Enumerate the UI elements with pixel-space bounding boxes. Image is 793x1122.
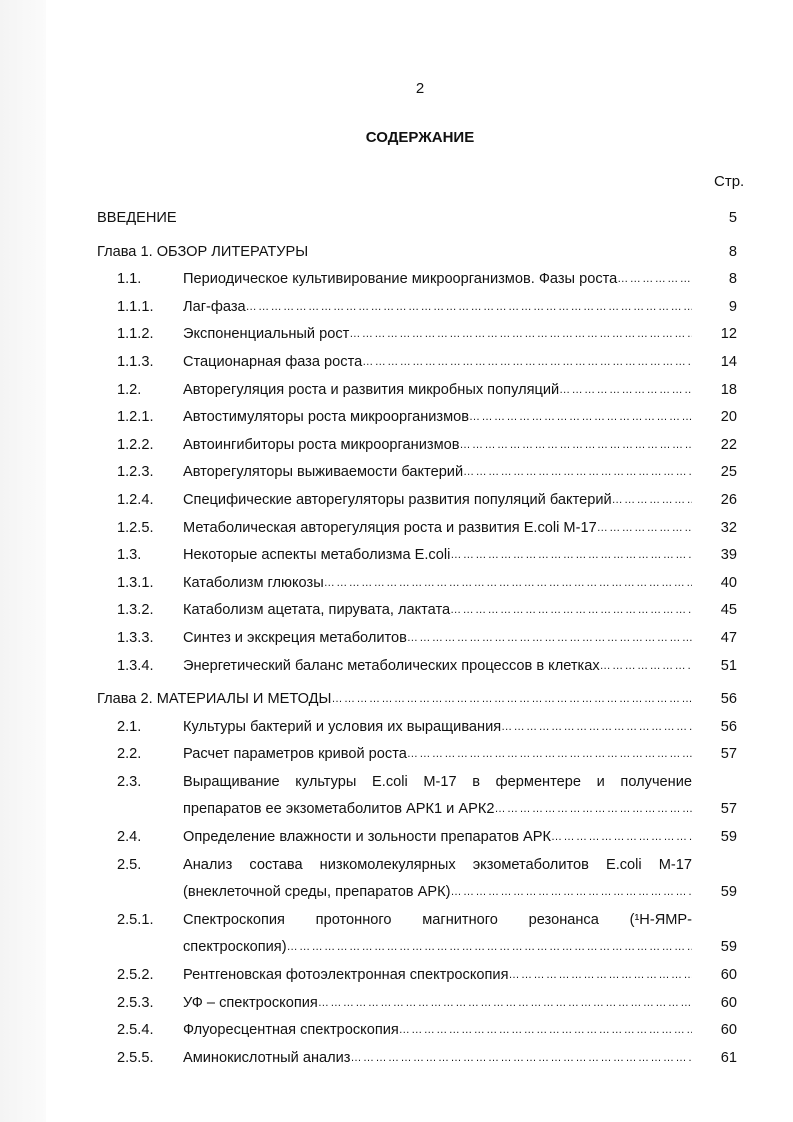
toc-entry-text: Выращивание культуры E.coli M-17 в ферментере и получение xyxy=(183,773,692,790)
toc-entry-text: Энергетический баланс метаболических процессов в клетках xyxy=(183,657,600,674)
dot-leader xyxy=(246,294,692,322)
dot-leader xyxy=(324,570,692,598)
toc-entry xyxy=(97,852,737,880)
dot-leader xyxy=(600,653,692,681)
dot-leader xyxy=(501,714,692,742)
toc-entry-text: Синтез и экскреция метаболитов xyxy=(183,629,407,646)
toc-entry-title xyxy=(183,796,692,824)
dot-leader xyxy=(331,686,692,714)
dot-leader xyxy=(362,349,692,377)
dot-leader xyxy=(469,404,692,432)
toc-entry-number: 1.2.2. xyxy=(117,436,154,453)
toc-entry-text: ВВЕДЕНИЕ xyxy=(97,210,177,226)
toc-entry-page: 59 xyxy=(720,939,737,956)
toc-entry-title xyxy=(183,542,692,570)
toc-entry-page: 14 xyxy=(720,353,737,370)
toc-entry-text: УФ – спектроскопия xyxy=(183,994,318,1011)
dot-leader xyxy=(318,990,692,1018)
page-title: СОДЕРЖАНИЕ xyxy=(365,129,475,146)
dot-leader xyxy=(494,796,692,824)
toc-chapter-entry xyxy=(97,239,737,267)
dot-leader xyxy=(407,741,692,769)
page-edge-shadow xyxy=(0,0,46,1122)
toc-entry-text: Катаболизм ацетата, пирувата, лактата xyxy=(183,602,451,619)
toc-entry xyxy=(97,266,737,294)
toc-entry-page: 59 xyxy=(720,829,737,846)
toc-entry-text: Стационарная фаза роста xyxy=(183,353,363,370)
toc-entry-number: 2.3. xyxy=(117,773,142,790)
toc-entry-text: Специфические авторегуляторы развития популяций бактерий xyxy=(183,491,612,508)
toc-entry-title xyxy=(183,597,692,625)
toc-entry-number: 2.1. xyxy=(117,718,142,735)
toc-entry xyxy=(97,459,737,487)
toc-entry-text: Некоторые аспекты метаболизма E.coli xyxy=(183,547,451,564)
toc-entry xyxy=(97,625,737,653)
toc-chapter-entry xyxy=(97,686,737,714)
toc-entry-page: 61 xyxy=(720,1049,737,1066)
toc-entry-page: 56 xyxy=(720,691,737,708)
toc-entry-page: 59 xyxy=(720,884,737,901)
toc-entry xyxy=(97,769,737,797)
toc-entry xyxy=(97,321,737,349)
toc-entry-number: 1.1.1. xyxy=(117,298,154,315)
toc-entry-text: спектроскопия) xyxy=(183,939,287,956)
toc-entry-text: Метаболическая авторегуляция роста и развития E.coli M-17 xyxy=(183,519,597,536)
toc-entry xyxy=(97,907,737,935)
toc-entry-page: 51 xyxy=(720,657,737,674)
toc-entry-number: 2.4. xyxy=(117,829,142,846)
toc-entry-text: Расчет параметров кривой роста xyxy=(183,746,407,763)
dot-leader xyxy=(450,542,692,570)
toc-entry xyxy=(97,487,737,515)
toc-entry-text: Катаболизм глюкозы xyxy=(183,574,324,591)
toc-entry-title xyxy=(183,653,692,681)
table-of-contents xyxy=(97,205,737,1072)
toc-entry-title xyxy=(183,824,692,852)
toc-entry-number: 1.3. xyxy=(117,547,142,564)
toc-entry-title xyxy=(183,769,692,797)
toc-entry-text: Экспоненциальный рост xyxy=(183,326,350,343)
toc-entry-title xyxy=(97,239,692,267)
toc-entry-number: 1.1.3. xyxy=(117,353,154,370)
dot-leader xyxy=(351,1045,693,1073)
toc-entry-number: 2.2. xyxy=(117,746,142,763)
toc-entry-number: 2.5.5. xyxy=(117,1049,154,1066)
toc-entry-title xyxy=(97,686,692,714)
toc-entry-text: Глава 2. МАТЕРИАЛЫ И МЕТОДЫ xyxy=(97,691,332,708)
toc-entry-title xyxy=(183,321,692,349)
toc-entry-page: 8 xyxy=(728,243,737,260)
page-column-label: Стр. xyxy=(714,173,745,190)
toc-entry xyxy=(97,597,737,625)
toc-entry-page: 40 xyxy=(720,574,737,591)
dot-leader xyxy=(399,1017,692,1045)
toc-entry-text: Авторегуляция роста и развития микробных популяций xyxy=(183,381,560,398)
toc-entry-number: 1.3.4. xyxy=(117,657,154,674)
dot-leader xyxy=(597,515,692,543)
toc-entry-number: 2.5.2. xyxy=(117,967,154,984)
toc-entry xyxy=(97,377,737,405)
toc-entry-title xyxy=(183,879,692,907)
toc-entry-text: Флуоресцентная спектроскопия xyxy=(183,1022,399,1039)
toc-entry-title xyxy=(183,907,692,935)
toc-entry-text: (внеклеточной среды, препаратов АРК) xyxy=(183,884,451,901)
toc-entry-page: 47 xyxy=(720,629,737,646)
dot-leader xyxy=(463,459,692,487)
toc-entry-text: Автостимуляторы роста микроорганизмов xyxy=(183,409,470,426)
toc-entry-number: 1.2. xyxy=(117,381,142,398)
toc-entry-text: Авторегуляторы выживаемости бактерий xyxy=(183,464,464,481)
toc-entry-page: 60 xyxy=(720,967,737,984)
toc-entry-page: 8 xyxy=(728,271,737,288)
toc-entry-page: 39 xyxy=(720,547,737,564)
toc-entry-title xyxy=(97,205,692,233)
toc-entry xyxy=(97,796,737,824)
toc-entry-title xyxy=(183,934,692,962)
toc-entry-page: 57 xyxy=(720,801,737,818)
toc-entry-title xyxy=(183,377,692,405)
toc-entry-number: 1.2.1. xyxy=(117,409,154,426)
toc-entry xyxy=(97,294,737,322)
toc-entry-title xyxy=(183,714,692,742)
toc-entry-title xyxy=(183,962,692,990)
toc-entry-page: 57 xyxy=(720,746,737,763)
toc-entry-text: Рентгеновская фотоэлектронная спектроскопия xyxy=(183,967,509,984)
toc-entry-text: Анализ состава низкомолекулярных экзометаболитов E.coli M-17 xyxy=(183,856,692,873)
toc-entry xyxy=(97,542,737,570)
dot-leader xyxy=(287,934,692,962)
toc-entry xyxy=(97,990,737,1018)
toc-entry-text: Глава 1. ОБЗОР ЛИТЕРАТУРЫ xyxy=(97,243,309,260)
toc-entry-number: 2.5. xyxy=(117,856,142,873)
toc-entry-number: 1.3.3. xyxy=(117,629,154,646)
toc-entry xyxy=(97,432,737,460)
toc-entry-page: 60 xyxy=(720,1022,737,1039)
toc-entry-page: 25 xyxy=(720,464,737,481)
toc-entry xyxy=(97,714,737,742)
toc-entry xyxy=(97,515,737,543)
toc-entry-text: Автоингибиторы роста микроорганизмов xyxy=(183,436,460,453)
toc-entry-title xyxy=(183,741,692,769)
toc-entry xyxy=(97,824,737,852)
toc-entry-title xyxy=(183,1017,692,1045)
toc-entry-title xyxy=(183,570,692,598)
dot-leader xyxy=(617,266,692,294)
toc-entry xyxy=(97,934,737,962)
toc-entry xyxy=(97,653,737,681)
toc-entry-number: 1.2.5. xyxy=(117,519,154,536)
toc-entry-text: Периодическое культивирование микроорганизмов. Фазы роста xyxy=(183,271,618,288)
toc-chapter-entry xyxy=(97,205,737,233)
toc-entry-number: 1.2.4. xyxy=(117,491,154,508)
toc-entry-title xyxy=(183,487,692,515)
toc-entry-title xyxy=(183,294,692,322)
dot-leader xyxy=(559,377,692,405)
toc-entry-number: 1.1. xyxy=(117,271,142,288)
toc-entry-page: 56 xyxy=(720,718,737,735)
toc-entry-page: 60 xyxy=(720,994,737,1011)
toc-entry-page: 18 xyxy=(720,381,737,398)
toc-entry-page: 12 xyxy=(720,326,737,343)
toc-entry-text: Спектроскопия протонного магнитного резонанса (¹Н-ЯМР- xyxy=(183,911,692,928)
toc-entry-number: 2.5.3. xyxy=(117,994,154,1011)
dot-leader xyxy=(508,962,692,990)
dot-leader xyxy=(450,597,692,625)
toc-entry-title xyxy=(183,266,692,294)
toc-entry-page: 45 xyxy=(720,602,737,619)
dot-leader xyxy=(407,625,692,653)
toc-entry xyxy=(97,962,737,990)
toc-entry-title xyxy=(183,515,692,543)
toc-entry-title xyxy=(183,625,692,653)
toc-entry-title xyxy=(183,852,692,880)
toc-entry-page: 22 xyxy=(720,436,737,453)
toc-entry xyxy=(97,570,737,598)
toc-entry xyxy=(97,741,737,769)
toc-entry-page: 20 xyxy=(720,409,737,426)
toc-entry xyxy=(97,349,737,377)
toc-entry-text: Лаг-фаза xyxy=(183,298,246,315)
dot-leader xyxy=(459,432,692,460)
toc-entry-number: 1.2.3. xyxy=(117,464,154,481)
toc-entry-text: Аминокислотный анализ xyxy=(183,1049,351,1066)
toc-entry-title xyxy=(183,1045,692,1073)
dot-leader xyxy=(612,487,692,515)
toc-entry xyxy=(97,1017,737,1045)
toc-entry-title xyxy=(183,404,692,432)
toc-entry-number: 1.3.2. xyxy=(117,602,154,619)
toc-entry-title xyxy=(183,990,692,1018)
toc-entry-text: препаратов ее экзометаболитов АРК1 и АРК2 xyxy=(183,801,495,818)
toc-entry-number: 2.5.4. xyxy=(117,1022,154,1039)
toc-entry-title xyxy=(183,432,692,460)
dot-leader xyxy=(349,321,692,349)
toc-entry-page: 5 xyxy=(728,210,737,226)
toc-entry xyxy=(97,1045,737,1073)
toc-entry-number: 2.5.1. xyxy=(117,911,154,928)
toc-entry-page: 32 xyxy=(720,519,737,536)
toc-entry-number: 1.3.1. xyxy=(117,574,154,591)
toc-entry xyxy=(97,404,737,432)
toc-entry-title xyxy=(183,459,692,487)
toc-entry-number: 1.1.2. xyxy=(117,326,154,343)
dot-leader xyxy=(551,824,692,852)
toc-entry-text: Культуры бактерий и условия их выращивания xyxy=(183,718,502,735)
dot-leader xyxy=(450,879,692,907)
page-number: 2 xyxy=(415,80,425,97)
toc-entry xyxy=(97,879,737,907)
toc-entry-title xyxy=(183,349,692,377)
toc-entry-page: 9 xyxy=(728,298,737,315)
toc-entry-text: Определение влажности и зольности препаратов АРК xyxy=(183,829,551,846)
toc-entry-page: 26 xyxy=(720,491,737,508)
